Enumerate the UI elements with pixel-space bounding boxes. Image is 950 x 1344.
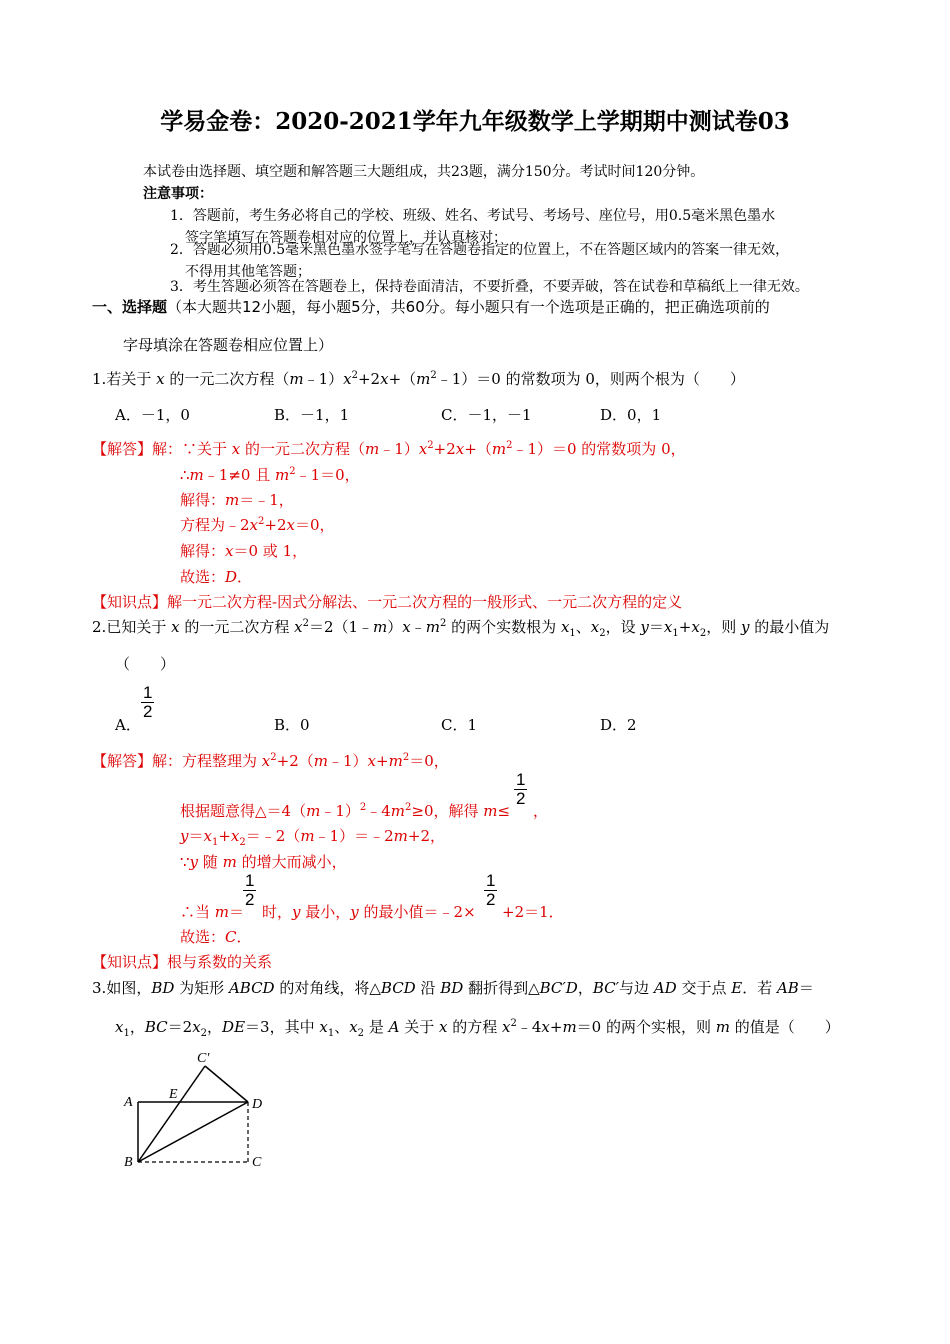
notice-line-1: 1．答题前，考生务必将自己的学校、班级、姓名、考试号、考场号、座位号，用0.5毫米黑色墨水 [170,208,776,224]
q2-solution-line-4: ∵y 随 m 的增大而减小， [180,853,347,871]
q2-blank: （ ） [115,655,176,673]
q3-stem-line-1: 3.如图，BD 为矩形 ABCD 的对角线，将△BCD 沿 BD 翻折得到△BC′D，BC′与边 AD 交于点 E．若 AB＝ [92,979,814,997]
q2-option-a: A． [115,716,141,734]
q2-option-a-fraction: $\frac{1}{2}$ [143,683,153,721]
notice-heading: 注意事项： [143,186,213,202]
q2-solution-line-3: $y=x_1+x_2=﹣2(m﹣1)=﹣2m+2$， [180,827,445,848]
q2-solution-line-1: 【解答】解：方程整理为 $x^2+2(m﹣1)x+m^2=0$， [92,752,449,770]
page-title: 学易金卷：2020-2021学年九年级数学上学期期中测试卷03 [160,108,790,135]
intro-text: 本试卷由选择题、填空题和解答题三大题组成，共23题，满分150分。考试时间120分钟。 [143,164,705,180]
q2-solution-line-2: 根据题意得$\triangle=4(m﹣1)^2﹣4m^2\ge 0$，解得 m≤ [180,802,511,820]
q2-knowledge-point: 【知识点】根与系数的关系 [92,953,273,971]
q1-solution-line-6: 故选：D． [180,568,253,586]
q2-solution-line-5c: +2＝1． [502,903,564,921]
q2-solution-line-5a: ∴当 m＝ [180,903,245,921]
q2-stem: 2.已知关于 x 的一元二次方程 $x^2=2(1﹣m)x﹣m^2$ 的两个实数根为 $x_1$、$x_2$，设 $y=x_1+x_2$，则 y 的最小值为 [92,618,830,639]
segment-bc-prime [138,1066,205,1162]
segment-c-prime-d [205,1066,248,1102]
q1-solution-line-4: 方程为$﹣2x^2+2x=0$， [180,516,335,534]
q1-option-b: B．－1，1 [274,406,350,424]
segment-bd [138,1102,248,1162]
q1-option-a: A．－1，0 [115,406,190,424]
section1-desc-2: 字母填涂在答题卷相应位置上） [123,336,334,354]
section1-desc: （本大题共12小题，每小题5分，共60分。每小题只有一个选项是正确的，把正确选项前的 [167,298,770,316]
q2-fraction-half-2: $\frac{1}{2}$ [245,871,255,909]
q1-solution-line-2: ∴m﹣1≠0 且 $m^2﹣1=0$， [180,466,360,484]
q1-knowledge-point: 【知识点】解一元二次方程-因式分解法、一元二次方程的一般形式、一元二次方程的定义 [92,593,683,611]
q3-geometry-figure [115,1048,275,1173]
notice-line-4: 不得用其他笔答题； [185,264,311,280]
q3-stem-line-2: $x_1$，$BC=2x_2$，DE＝3，其中 $x_1$、$x_2$ 是 A 关于 x 的方程 $x^2﹣4x+m=0$ 的两个实根，则 m 的值是（ ） [115,1018,840,1039]
q2-comma-1: ， [533,802,549,820]
q1-stem: 1.若关于 x 的一元二次方程$(m﹣1)x^2+2x+(m^2﹣1)=0$ 的常数项为 0，则两个根为（ ） [92,370,745,388]
label-b: B [124,1155,133,1170]
notice-line-2: 签字笔填写在答题卷相对应的位置上，并认真核对； [185,230,507,246]
q2-option-b: B．0 [274,716,310,734]
q2-option-d: D．2 [600,716,637,734]
notice-line-5: 3．考生答题必须答在答题卷上，保持卷面清洁，不要折叠，不要弄破，答在试卷和草稿纸上一律无效。 [170,279,809,295]
q2-solution-line-6: 故选：C． [180,928,252,946]
notice-line-3: 2．答题必须用0.5毫米黑色墨水签字笔写在答题卷指定的位置上，不在答题区域内的答案一律无效， [170,242,790,258]
q1-solution-line-3: 解得：m＝﹣1， [180,491,294,509]
label-d: D [252,1097,263,1112]
q2-fraction-half-1: $\frac{1}{2}$ [516,770,526,808]
q2-option-c: C．1 [441,716,478,734]
label-e: E [169,1087,178,1102]
q2-solution-line-5b: 时，y 最小，y 的最小值＝﹣2× [262,903,476,921]
q1-solution-line-1: 【解答】解：∵关于 x 的一元二次方程$(m﹣1)x^2+2x+(m^2﹣1)=0$ 的常数项为 0， [92,440,686,458]
q2-fraction-half-3: $\frac{1}{2}$ [486,871,496,909]
label-c-prime: C′ [197,1051,210,1066]
q1-solution-line-5: 解得：x＝0 或 1， [180,542,308,560]
label-c: C [252,1155,262,1170]
section1-heading [92,296,770,317]
q1-option-c: C．－1，－1 [441,406,532,424]
q1-option-d: D．0，1 [600,406,662,424]
section1-label: 一、选择题 [92,298,168,316]
label-a: A [124,1095,133,1110]
